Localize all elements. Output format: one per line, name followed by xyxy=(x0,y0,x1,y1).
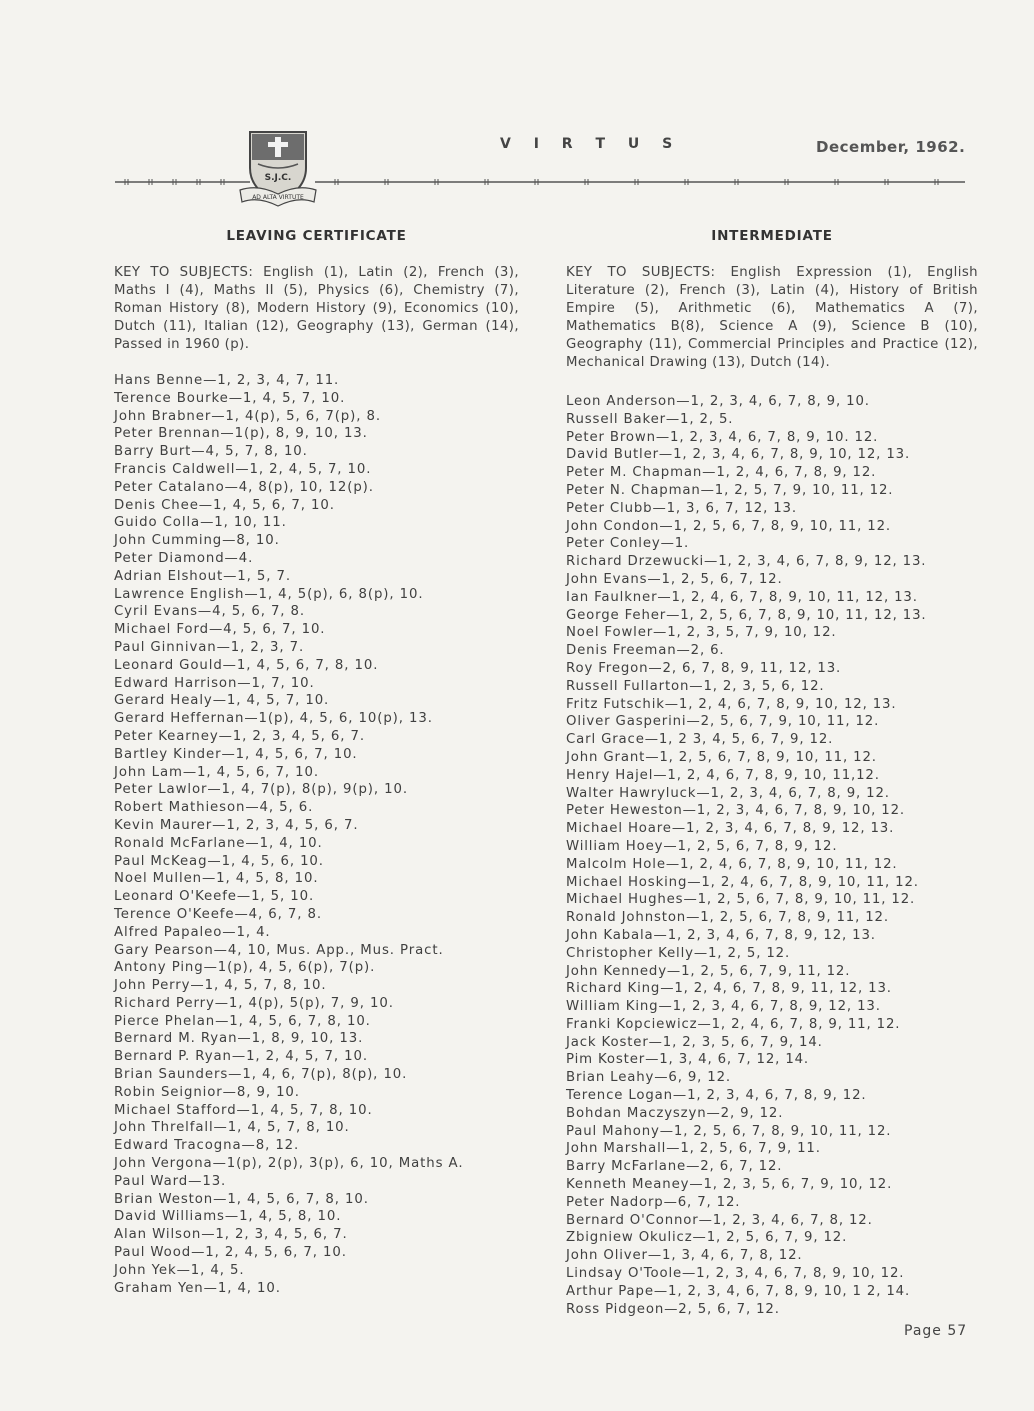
student-entry: Peter Diamond—4. xyxy=(114,550,254,566)
student-entry: Michael Hughes—1, 2, 5, 6, 7, 8, 9, 10, 11, 12. xyxy=(566,892,916,908)
student-entry: Alan Wilson—1, 2, 3, 4, 5, 6, 7. xyxy=(114,1227,348,1243)
student-entry: Malcolm Hole—1, 2, 4, 6, 7, 8, 9, 10, 11, 12. xyxy=(566,856,898,872)
student-entry: Peter Heweston—1, 2, 3, 4, 6, 7, 8, 9, 10, 12. xyxy=(566,803,905,819)
student-entry: Bernard O'Connor—1, 2, 3, 4, 6, 7, 8, 12. xyxy=(566,1212,873,1228)
student-entry: Robin Seignior—8, 9, 10. xyxy=(114,1084,300,1100)
school-crest xyxy=(238,128,318,210)
student-entry: Paul Mahony—1, 2, 5, 6, 7, 8, 9, 10, 11, 12. xyxy=(566,1123,892,1139)
student-entry: Lindsay O'Toole—1, 2, 3, 4, 6, 7, 8, 9, 10, 12. xyxy=(566,1266,905,1282)
leaving-student-list xyxy=(114,372,519,1297)
student-entry: Brian Leahy—6, 9, 12. xyxy=(566,1070,732,1086)
student-entry: Pierce Phelan—1, 4, 5, 6, 7, 8, 10. xyxy=(114,1013,371,1029)
student-entry: Leon Anderson—1, 2, 3, 4, 6, 7, 8, 9, 10. xyxy=(566,394,870,409)
student-entry: Terence Logan—1, 2, 3, 4, 6, 7, 8, 9, 12. xyxy=(566,1088,867,1104)
student-entry: Ronald McFarlane—1, 4, 10. xyxy=(114,835,323,851)
student-entry: Oliver Gasperini—2, 5, 6, 7, 9, 10, 11, 12. xyxy=(566,714,880,730)
student-entry: Antony Ping—1(p), 4, 5, 6(p), 7(p). xyxy=(114,960,376,976)
student-entry: Gerard Heffernan—1(p), 4, 5, 6, 10(p), 13. xyxy=(114,711,433,727)
student-entry: Denis Freeman—2, 6. xyxy=(566,643,725,659)
student-entry: Peter Lawlor—1, 4, 7(p), 8(p), 9(p), 10. xyxy=(114,782,408,798)
student-entry: John Evans—1, 2, 5, 6, 7, 12. xyxy=(566,571,783,587)
student-entry: David Williams—1, 4, 5, 8, 10. xyxy=(114,1209,342,1225)
student-entry: Ian Faulkner—1, 2, 4, 6, 7, 8, 9, 10, 11, 12, 13. xyxy=(566,589,918,605)
page-header xyxy=(0,0,1034,210)
student-entry: William King—1, 2, 3, 4, 6, 7, 8, 9, 12, 13. xyxy=(566,999,881,1015)
student-entry: Christopher Kelly—1, 2, 5, 12. xyxy=(566,945,791,961)
student-entry: Gary Pearson—4, 10, Mus. App., Mus. Pract. xyxy=(114,942,444,958)
student-entry: Noel Mullen—1, 4, 5, 8, 10. xyxy=(114,871,319,887)
student-entry: Russell Baker—1, 2, 5. xyxy=(566,411,734,427)
student-entry: Kenneth Meaney—1, 2, 3, 5, 6, 7, 9, 10, 12. xyxy=(566,1177,893,1193)
student-entry: William Hoey—1, 2, 5, 6, 7, 8, 9, 12. xyxy=(566,838,838,854)
student-entry: David Butler—1, 2, 3, 4, 6, 7, 8, 9, 10, 12, 13. xyxy=(566,447,911,463)
student-entry: Fritz Futschik—1, 2, 4, 6, 7, 8, 9, 10, 12, 13. xyxy=(566,696,897,712)
page-number: Page 57 xyxy=(904,1323,968,1339)
student-entry: George Feher—1, 2, 5, 6, 7, 8, 9, 10, 11, 12, 13. xyxy=(566,607,927,623)
student-entry: John Threlfall—1, 4, 5, 7, 8, 10. xyxy=(114,1120,350,1136)
student-entry: Terence O'Keefe—4, 6, 7, 8. xyxy=(114,906,322,922)
student-entry: Edward Tracogna—8, 12. xyxy=(114,1138,300,1154)
student-entry: John Lam—1, 4, 5, 6, 7, 10. xyxy=(114,764,319,780)
student-entry: Peter Nadorp—6, 7, 12. xyxy=(566,1194,741,1210)
student-entry: Franki Kopciewicz—1, 2, 4, 6, 7, 8, 9, 11, 12. xyxy=(566,1016,901,1032)
student-entry: Graham Yen—1, 4, 10. xyxy=(114,1280,281,1296)
student-entry: John Grant—1, 2, 5, 6, 7, 8, 9, 10, 11, 12. xyxy=(566,749,877,765)
student-entry: Pim Koster—1, 3, 4, 6, 7, 12, 14. xyxy=(566,1052,810,1068)
student-entry: Michael Hoare—1, 2, 3, 4, 6, 7, 8, 9, 12, 13. xyxy=(566,821,895,837)
student-entry: John Kabala—1, 2, 3, 4, 6, 7, 8, 9, 12, 13. xyxy=(566,927,876,943)
student-entry: Arthur Pape—1, 2, 3, 4, 6, 7, 8, 9, 10, 1 2, 14. xyxy=(566,1283,911,1299)
student-entry: Bartley Kinder—1, 4, 5, 6, 7, 10. xyxy=(114,746,358,762)
student-entry: Peter Catalano—4, 8(p), 10, 12(p). xyxy=(114,479,374,495)
student-entry: Peter Brown—1, 2, 3, 4, 6, 7, 8, 9, 10. 12. xyxy=(566,429,879,445)
student-entry: Ross Pidgeon—2, 5, 6, 7, 12. xyxy=(566,1301,780,1317)
student-entry: Denis Chee—1, 4, 5, 6, 7, 10. xyxy=(114,497,335,513)
masthead-title: V I R T U S xyxy=(500,136,682,152)
student-entry: John Brabner—1, 4(p), 5, 6, 7(p), 8. xyxy=(114,408,381,424)
student-entry: Paul Ward—13. xyxy=(114,1173,227,1189)
student-entry: Hans Benne—1, 2, 3, 4, 7, 11. xyxy=(114,373,340,388)
student-entry: Peter Clubb—1, 3, 6, 7, 12, 13. xyxy=(566,500,797,516)
student-entry: John Marshall—1, 2, 5, 6, 7, 9, 11. xyxy=(566,1141,821,1157)
student-entry: Leonard Gould—1, 4, 5, 6, 7, 8, 10. xyxy=(114,657,379,673)
student-entry: Francis Caldwell—1, 2, 4, 5, 7, 10. xyxy=(114,461,372,477)
student-entry: Paul Wood—1, 2, 4, 5, 6, 7, 10. xyxy=(114,1245,347,1261)
student-entry: John Yek—1, 4, 5. xyxy=(114,1262,245,1278)
issue-date: December, 1962. xyxy=(816,138,966,156)
intermediate-subject-key: KEY TO SUBJECTS: English Expression (1), English Literature (2), French (3), Latin (4), History of British Empire (5), Arithmetic (6), Mathematics A (7), Mathematics B(8), Science A (9), Science B (10), Geography (11), Commercial Principles and Practice (12), Mechanical Drawing (13), Dutch (14). xyxy=(566,265,978,370)
student-entry: Paul McKeag—1, 4, 5, 6, 10. xyxy=(114,853,324,869)
student-entry: Peter M. Chapman—1, 2, 4, 6, 7, 8, 9, 12. xyxy=(566,465,877,481)
student-entry: Bernard M. Ryan—1, 8, 9, 10, 13. xyxy=(114,1031,364,1047)
student-entry: John Kennedy—1, 2, 5, 6, 7, 9, 11, 12. xyxy=(566,963,851,979)
student-entry: Peter Conley—1. xyxy=(566,536,690,552)
student-entry: Carl Grace—1, 2 3, 4, 5, 6, 7, 9, 12. xyxy=(566,732,834,748)
student-entry: Ronald Johnston—1, 2, 5, 6, 7, 8, 9, 11, 12. xyxy=(566,910,889,926)
student-entry: Roy Fregon—2, 6, 7, 8, 9, 11, 12, 13. xyxy=(566,660,842,676)
ornamental-rule-right xyxy=(315,178,965,186)
student-entry: Leonard O'Keefe—1, 5, 10. xyxy=(114,889,315,905)
student-entry: Brian Weston—1, 4, 5, 6, 7, 8, 10. xyxy=(114,1191,369,1207)
student-entry: Cyril Evans—4, 5, 6, 7, 8. xyxy=(114,604,306,620)
student-entry: Adrian Elshout—1, 5, 7. xyxy=(114,568,292,584)
student-entry: Barry McFarlane—2, 6, 7, 12. xyxy=(566,1159,783,1175)
ornamental-rule-left xyxy=(115,178,250,186)
student-entry: Henry Hajel—1, 2, 4, 6, 7, 8, 9, 10, 11,12. xyxy=(566,767,880,783)
crest-motto: AD ALTA VIRTUTE xyxy=(252,194,304,201)
student-entry: John Vergona—1(p), 2(p), 3(p), 6, 10, Maths A. xyxy=(114,1156,464,1172)
leaving-certificate-heading: LEAVING CERTIFICATE xyxy=(226,228,407,244)
student-entry: Noel Fowler—1, 2, 3, 5, 7, 9, 10, 12. xyxy=(566,625,837,641)
student-entry: Bohdan Maczyszyn—2, 9, 12. xyxy=(566,1105,784,1121)
student-entry: Michael Hosking—1, 2, 4, 6, 7, 8, 9, 10, 11, 12. xyxy=(566,874,919,890)
student-entry: Jack Koster—1, 2, 3, 5, 6, 7, 9, 14. xyxy=(566,1034,823,1050)
student-entry: Peter N. Chapman—1, 2, 5, 7, 9, 10, 11, 12. xyxy=(566,482,894,498)
student-entry: Alfred Papaleo—1, 4. xyxy=(114,924,271,940)
student-entry: Paul Ginnivan—1, 2, 3, 7. xyxy=(114,639,305,655)
student-entry: Lawrence English—1, 4, 5(p), 6, 8(p), 10. xyxy=(114,586,424,602)
student-entry: John Perry—1, 4, 5, 7, 8, 10. xyxy=(114,978,327,994)
student-entry: Michael Stafford—1, 4, 5, 7, 8, 10. xyxy=(114,1102,373,1118)
student-entry: Kevin Maurer—1, 2, 3, 4, 5, 6, 7. xyxy=(114,817,359,833)
student-entry: Walter Hawryluck—1, 2, 3, 4, 6, 7, 8, 9, 12. xyxy=(566,785,890,801)
student-entry: Richard King—1, 2, 4, 6, 7, 8, 9, 11, 12, 13. xyxy=(566,981,892,997)
student-entry: Richard Drzewucki—1, 2, 3, 4, 6, 7, 8, 9, 12, 13. xyxy=(566,554,927,570)
student-entry: Barry Burt—4, 5, 7, 8, 10. xyxy=(114,444,308,460)
student-entry: Edward Harrison—1, 7, 10. xyxy=(114,675,315,691)
student-entry: Peter Brennan—1(p), 8, 9, 10, 13. xyxy=(114,426,368,442)
student-entry: Peter Kearney—1, 2, 3, 4, 5, 6, 7. xyxy=(114,728,365,744)
student-entry: John Condon—1, 2, 5, 6, 7, 8, 9, 10, 11, 12. xyxy=(566,518,891,534)
student-entry: Zbigniew Okulicz—1, 2, 5, 6, 7, 9, 12. xyxy=(566,1230,848,1246)
leaving-certificate-column xyxy=(114,228,519,1297)
student-entry: John Oliver—1, 3, 4, 6, 7, 8, 12. xyxy=(566,1248,803,1264)
student-entry: Guido Colla—1, 10, 11. xyxy=(114,515,287,531)
intermediate-column xyxy=(566,228,978,1318)
student-entry: Russell Fullarton—1, 2, 3, 5, 6, 12. xyxy=(566,678,825,694)
student-entry: Richard Perry—1, 4(p), 5(p), 7, 9, 10. xyxy=(114,995,394,1011)
intermediate-heading: INTERMEDIATE xyxy=(711,228,833,244)
intermediate-student-list xyxy=(566,393,978,1318)
student-entry: Terence Bourke—1, 4, 5, 7, 10. xyxy=(114,390,346,406)
leaving-subject-key: KEY TO SUBJECTS: English (1), Latin (2), French (3), Maths I (4), Maths II (5), Physics (6), Chemistry (7), Roman History (8), Modern History (9), Economics (10), Dutch (11), Italian (12), Geography (13), German (14), Passed in 1960 (p). xyxy=(114,265,519,352)
student-entry: Bernard P. Ryan—1, 2, 4, 5, 7, 10. xyxy=(114,1049,368,1065)
student-entry: Michael Ford—4, 5, 6, 7, 10. xyxy=(114,622,326,638)
student-entry: John Cumming—8, 10. xyxy=(114,533,280,549)
student-entry: Robert Mathieson—4, 5, 6. xyxy=(114,800,314,816)
student-entry: Gerard Healy—1, 4, 5, 7, 10. xyxy=(114,693,330,709)
crest-initials: S.J.C. xyxy=(264,173,292,183)
student-entry: Brian Saunders—1, 4, 6, 7(p), 8(p), 10. xyxy=(114,1067,408,1083)
